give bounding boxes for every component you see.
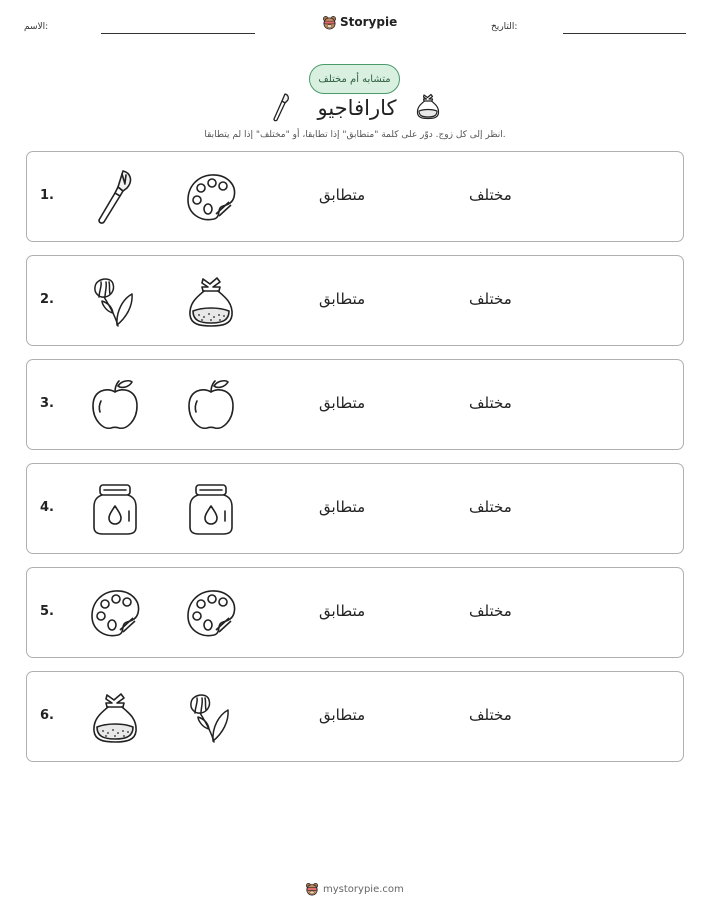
date-line[interactable] [563, 33, 686, 34]
same-option[interactable]: متطابق [319, 602, 366, 620]
page-title: كارافاجيو [317, 96, 397, 120]
different-option[interactable]: مختلف [469, 394, 512, 412]
name-line[interactable] [101, 33, 255, 34]
exercise-row [26, 463, 684, 554]
name-label: الاسم: [24, 22, 49, 32]
bear-mascot-icon [322, 15, 337, 30]
brand-name: Storypie [340, 15, 398, 29]
exercise-row [26, 671, 684, 762]
topic-badge: متشابه أم مختلف [309, 64, 400, 94]
exercise-row [26, 151, 684, 242]
row-number: 4. [40, 500, 54, 515]
palette-icon [183, 585, 239, 641]
footer-url[interactable]: mystorypie.com [323, 883, 404, 895]
row-number: 1. [40, 188, 54, 203]
bear-mascot-icon [305, 882, 319, 896]
exercise-row [26, 359, 684, 450]
different-option[interactable]: مختلف [469, 602, 512, 620]
paint-jar-icon [183, 481, 239, 537]
apple-icon [183, 377, 239, 433]
palette-icon [183, 169, 239, 225]
row-number: 2. [40, 292, 54, 307]
same-option[interactable]: متطابق [319, 186, 366, 204]
row-number: 3. [40, 396, 54, 411]
pigment-pouch-icon [87, 689, 143, 745]
same-option[interactable]: متطابق [319, 498, 366, 516]
pigment-pouch-icon [183, 273, 239, 329]
paintbrush-icon [270, 92, 292, 122]
same-option[interactable]: متطابق [319, 290, 366, 308]
different-option[interactable]: مختلف [469, 186, 512, 204]
tulip-flower-icon [183, 689, 239, 745]
instructions: انظر إلى كل زوج. دوّر على كلمة "متطابق" إذا تطابقا، أو "مختلف" إذا لم يتطابقا. [204, 130, 506, 140]
exercise-row [26, 255, 684, 346]
row-number: 5. [40, 604, 54, 619]
same-option[interactable]: متطابق [319, 394, 366, 412]
paintbrush-icon [87, 169, 143, 225]
different-option[interactable]: مختلف [469, 706, 512, 724]
footer [305, 880, 415, 898]
different-option[interactable]: مختلف [469, 290, 512, 308]
tulip-flower-icon [87, 273, 143, 329]
exercise-row [26, 567, 684, 658]
date-label: التاريخ: [491, 22, 518, 32]
apple-icon [87, 377, 143, 433]
different-option[interactable]: مختلف [469, 498, 512, 516]
row-number: 6. [40, 708, 54, 723]
brand-logo [322, 12, 402, 32]
paint-jar-icon [87, 481, 143, 537]
pigment-pouch-icon [414, 92, 442, 120]
same-option[interactable]: متطابق [319, 706, 366, 724]
palette-icon [87, 585, 143, 641]
